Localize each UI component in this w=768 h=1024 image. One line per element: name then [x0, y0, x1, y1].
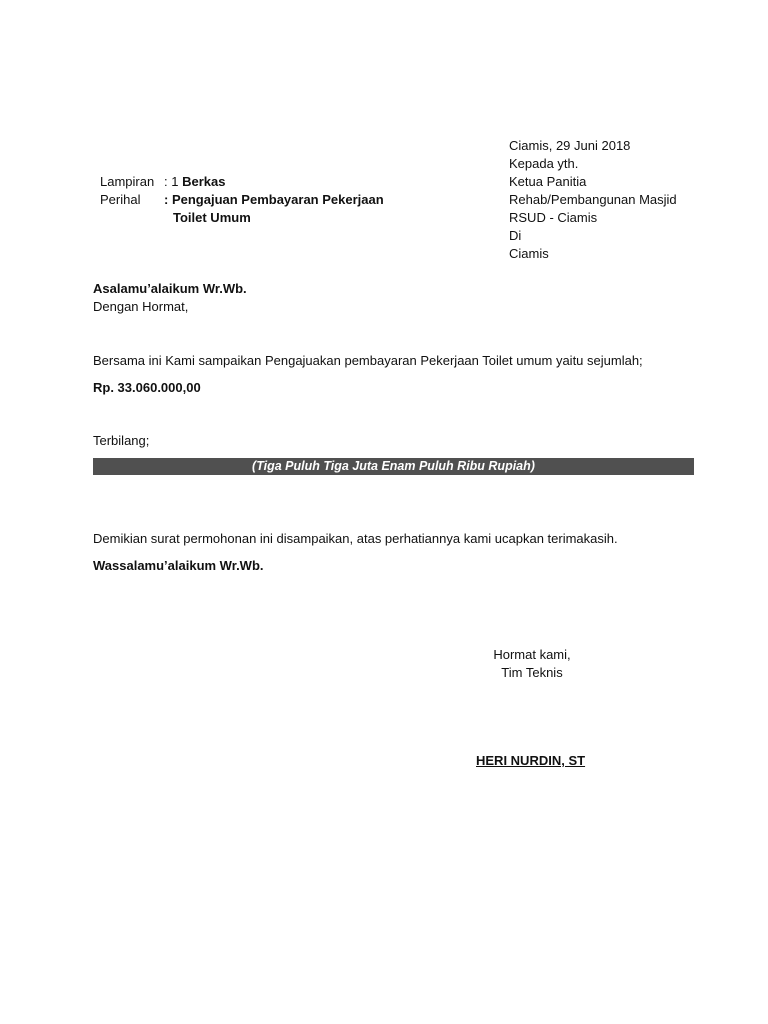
lampiran-count: 1 — [171, 174, 179, 189]
salutation: Asalamu’alaikum Wr.Wb. — [93, 281, 247, 296]
closing-paragraph: Demikian surat permohonan ini disampaikan, atas perhatiannya kami ucapkan terimakasih. — [93, 531, 618, 546]
recipient-name-line3: RSUD - Ciamis — [509, 210, 598, 225]
signer-name: HERI NURDIN, ST — [476, 753, 586, 768]
letter-date: Ciamis, 29 Juni 2018 — [509, 138, 631, 153]
perihal-label: Perihal — [100, 192, 141, 207]
body-paragraph: Bersama ini Kami sampaikan Pengajuakan pembayaran Pekerjaan Toilet umum yaitu sejumlah; — [93, 353, 643, 368]
recipient-block — [509, 137, 677, 263]
lampiran-separator: : — [164, 174, 172, 189]
terbilang-label: Terbilang; — [93, 433, 150, 448]
farewell: Wassalamu’alaikum Wr.Wb. — [93, 558, 264, 573]
recipient-name-line2: Rehab/Pembangunan Masjid — [509, 192, 677, 207]
lampiran-unit: Berkas — [178, 174, 226, 189]
recipient-to: Kepada yth. — [509, 156, 579, 171]
lampiran-value — [164, 173, 225, 191]
perihal-value-line2: Toilet Umum — [173, 210, 251, 225]
recipient-city: Ciamis — [509, 246, 549, 261]
recipient-at: Di — [509, 228, 522, 243]
recipient-name-line1: Ketua Panitia — [509, 174, 587, 189]
perihal-value: : Pengajuan Pembayaran Pekerjaan — [164, 192, 384, 207]
payment-amount: Rp. 33.060.000,00 — [93, 380, 201, 395]
lampiran-label: Lampiran — [100, 174, 155, 189]
signature-block — [477, 646, 587, 682]
signature-team: Tim Teknis — [501, 665, 563, 680]
greeting: Dengan Hormat, — [93, 299, 189, 314]
terbilang-value: (Tiga Puluh Tiga Juta Enam Puluh Ribu Rupiah) — [93, 458, 694, 475]
signature-regards: Hormat kami, — [493, 647, 571, 662]
